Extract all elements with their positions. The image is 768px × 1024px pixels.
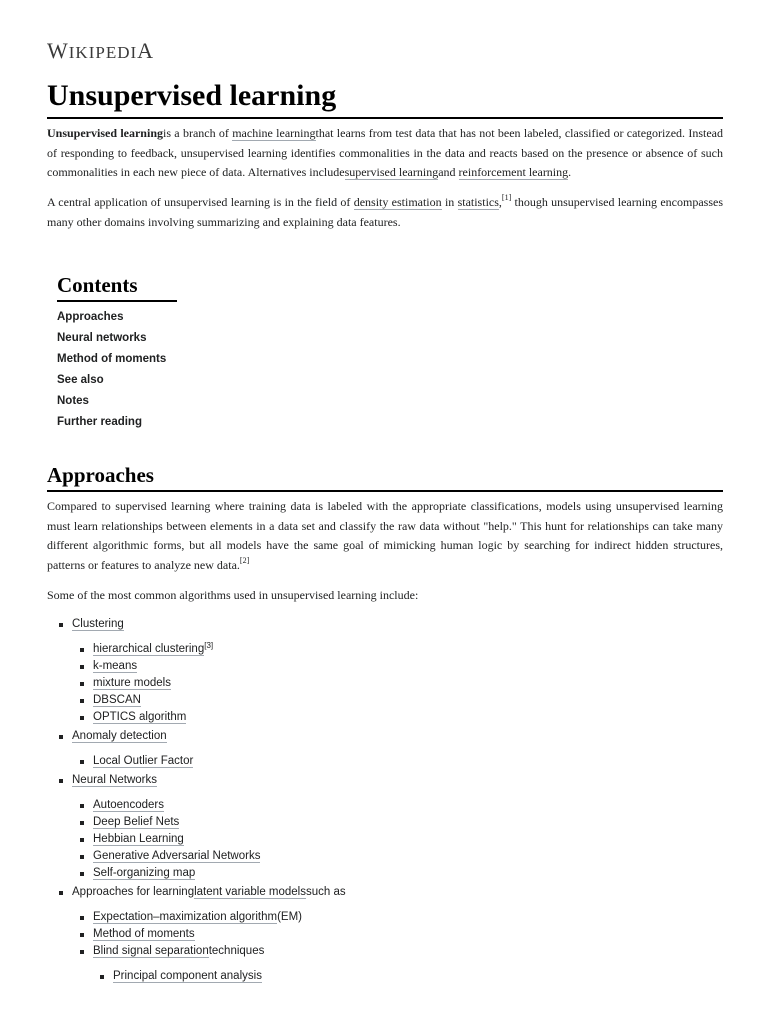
list-item [57,658,346,675]
central-text-3: , [498,195,502,209]
link-principal-component-analysis[interactable]: Principal component analysis [113,970,262,982]
intro-text-1: is a branch of [163,126,233,140]
link-optics-algorithm[interactable]: OPTICS algorithm [93,711,187,723]
intro-paragraph [47,124,723,183]
wordmark-small: IKIPEDI [68,43,138,62]
table-of-contents [57,307,166,433]
central-text-1: A central application of unsupervised learning is in the field of [47,195,354,209]
list-item [57,909,346,926]
list-item [57,641,346,658]
central-text-4: though unsupervised learning encompasses many other domains involving summarizing and explaining data features. [47,195,723,229]
list-item [57,968,346,985]
link-deep-belief-nets[interactable]: Deep Belief Nets [93,816,180,828]
link-expectation-maximization[interactable]: Expectation–maximization algorithm [93,911,278,923]
list-item [57,616,346,633]
intro-text-3: and [438,165,459,179]
list-item [57,709,346,726]
toc-item-neural-networks[interactable]: Neural networks [57,332,147,344]
link-k-means[interactable]: k-means [93,660,138,672]
approaches-text-1: Compared to supervised learning where training data is labeled with the appropriate classifications, models using unsupervised learning must learn relationships between elements in a data set and classify the raw data without "help." This hunt for relationships can take many different algorithmic forms, but all models have the same goal of mimicking human logic by searching for indirect hidden structures, patterns or features to analyze new data. [47,499,723,572]
approaches-paragraph-2: Some of the most common algorithms used in unsupervised learning include: [47,588,419,602]
toc-item-notes[interactable]: Notes [57,395,89,407]
link-reinforcement-learning[interactable]: reinforcement learning [458,165,569,179]
algorithm-list [57,616,346,985]
list-item [57,692,346,709]
em-suffix: (EM) [277,911,303,923]
list-item [57,728,346,745]
link-clustering[interactable]: Clustering [72,618,124,630]
link-dbscan[interactable]: DBSCAN [93,694,141,706]
intro-text-2: that learns from test data that has not been labeled, classified or categorized. Instead of responding to feedback, unsupervised learning identifies commonalities in the data and reacts based on the presence or absence of such commonalities in each new piece of data. Alternatives include [47,126,724,179]
intro-text-4: . [568,165,572,179]
wikipedia-wordmark[interactable] [47,38,154,64]
toc-heading: Contents [57,273,138,297]
toc-item-further-reading[interactable]: Further reading [57,416,142,428]
title-divider [47,117,723,119]
wordmark-first: W [47,38,69,63]
latent-text-pre: Approaches for learning [72,886,195,898]
toc-item-approaches[interactable]: Approaches [57,311,124,323]
list-item [57,675,346,692]
latent-text-post: such as [305,886,346,898]
link-method-of-moments[interactable]: Method of moments [93,928,195,940]
list-item [57,926,346,943]
link-latent-variable-models[interactable]: latent variable models [194,886,306,898]
list-item [57,943,346,960]
link-machine-learning[interactable]: machine learning [232,126,316,140]
link-local-outlier-factor[interactable]: Local Outlier Factor [93,755,194,767]
list-item [57,753,346,770]
ref-1[interactable]: [1] [501,193,512,202]
toc-item-method-of-moments[interactable]: Method of moments [57,353,167,365]
list-item [57,831,346,848]
link-supervised-learning[interactable]: supervised learning [344,165,439,179]
list-item [57,865,346,882]
list-item [57,772,346,789]
link-self-organizing-map[interactable]: Self-organizing map [93,867,196,879]
section-heading-approaches: Approaches [47,463,154,487]
link-neural-networks[interactable]: Neural Networks [72,774,157,786]
link-mixture-models[interactable]: mixture models [93,677,171,689]
page-title: Unsupervised learning [47,79,337,112]
link-density-estimation[interactable]: density estimation [353,195,442,209]
toc-divider [57,300,177,302]
link-generative-adversarial-networks[interactable]: Generative Adversarial Networks [93,850,261,862]
link-anomaly-detection[interactable]: Anomaly detection [72,730,167,742]
link-hebbian-learning[interactable]: Hebbian Learning [93,833,184,845]
link-hierarchical-clustering[interactable]: hierarchical clustering [93,643,205,655]
approaches-paragraph-1 [47,497,723,575]
list-item [57,884,346,901]
wordmark-last: A [137,38,155,63]
section-divider [47,490,723,492]
link-blind-signal-separation[interactable]: Blind signal separation [93,945,209,957]
link-statistics[interactable]: statistics [457,195,499,209]
list-item [57,797,346,814]
central-paragraph [47,193,723,232]
ref-2[interactable]: [2] [239,555,250,565]
bss-suffix: techniques [208,945,265,957]
ref-3[interactable]: [3] [204,641,214,650]
list-item [57,814,346,831]
list-item [57,848,346,865]
toc-item-see-also[interactable]: See also [57,374,104,386]
central-text-2: in [441,195,458,209]
intro-bold-term: Unsupervised learning [47,126,163,140]
link-autoencoders[interactable]: Autoencoders [93,799,164,811]
